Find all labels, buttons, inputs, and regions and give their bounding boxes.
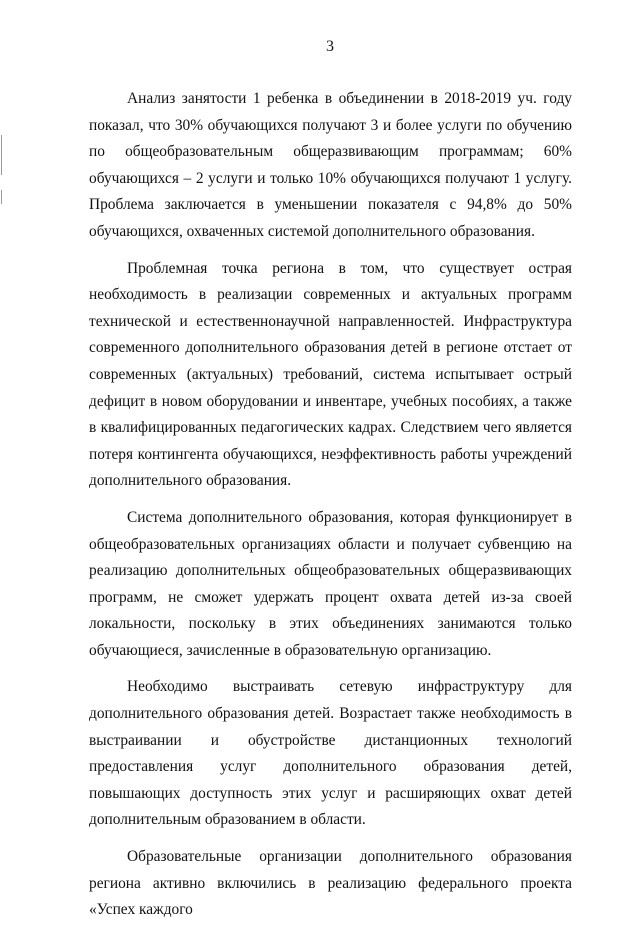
paragraph-regional-problem: Проблемная точка региона в том, что существует острая необходимость в реализации современных и актуальных программ технической и естественнонаучной направленностей. Инфраструктура современного дополнительного образования детей в регионе отстает от современных (актуальных) требований, система испытывает острый дефицит в новом оборудовании и инвентаре, учебных пособиях, а также в квалифицированных педагогических кадрах. Следствием чего является потеря контингента обучающихся, неэффективность работы учреждений дополнительного образования. <box>89 259 572 490</box>
paragraph-network-infrastructure: Необходимо выстраивать сетевую инфраструктуру для дополнительного образования детей. Возрастает также необходимость в выстраивании и обустройстве дистанционных технологий предоставления услуг дополнительного образования детей, повышающих доступность этих услуг и расширяющих охват детей дополнительным образованием в области. <box>89 678 572 829</box>
page-number: 3 <box>326 38 334 55</box>
paragraph-federal-project: Образовательные организации дополнительного образования региона активно включились в реализацию федерального проекта «Успех каждого <box>89 848 572 919</box>
body-text <box>89 86 572 934</box>
paragraph-employment-analysis: Анализ занятости 1 ребенка в объединении в 2018-2019 уч. году показал, что 30% обучающихся получают 3 и более услуги по обучению по общеобразовательным общеразвивающим программам; 60% обучающихся – 2 услуги и только 10% обучающихся получают 1 услугу. Проблема заключается в уменьшении показателя с 94,8% до 50% обучающихся, охваченных системой дополнительного образования. <box>89 90 572 240</box>
paragraph-school-system: Система дополнительного образования, которая функционирует в общеобразовательных организациях области и получает субвенцию на реализацию дополнительных общеобразовательных общеразвивающих программ, не сможет удержать процент охвата детей из-за своей локальности, поскольку в этих объединениях занимаются только обучающиеся, зачисленные в образовательную организацию. <box>89 508 572 659</box>
scan-edge-mark <box>1 135 2 175</box>
scan-edge-mark <box>1 190 2 204</box>
